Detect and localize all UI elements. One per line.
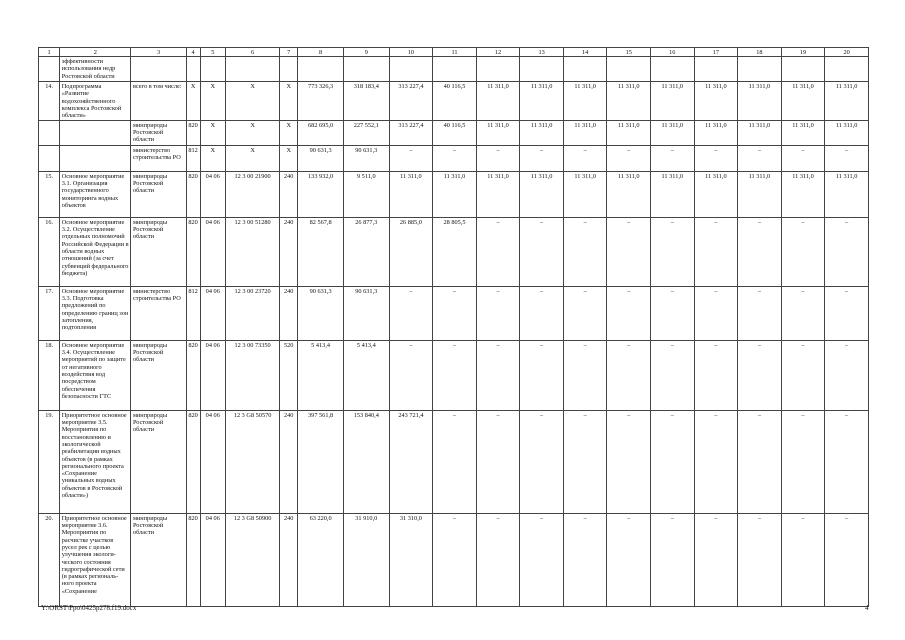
- table-cell: минприроды Ростовской области: [131, 341, 186, 411]
- table-cell: –: [520, 411, 564, 514]
- table-cell: –: [563, 146, 607, 172]
- table-cell: –: [563, 411, 607, 514]
- table-cell: 11 311,0: [607, 82, 651, 121]
- table-cell: [520, 57, 564, 82]
- table-cell: –: [651, 341, 695, 411]
- table-row: [39, 172, 869, 218]
- table-header-row: [39, 48, 869, 57]
- table-cell: [694, 57, 738, 82]
- table-cell: 11 311,0: [520, 121, 564, 146]
- table-cell: минприроды Ростовской области: [131, 172, 186, 218]
- table-cell: 820: [186, 172, 200, 218]
- table-cell: 12 3 00 23720: [226, 287, 280, 341]
- table-cell: –: [651, 218, 695, 287]
- table-cell: –: [476, 411, 520, 514]
- budget-table: [38, 47, 869, 607]
- table-cell: –: [433, 341, 477, 411]
- table-row: [39, 411, 869, 514]
- table-cell: [131, 57, 186, 82]
- table-cell: минприроды Ростовской области: [131, 218, 186, 287]
- table-cell: 11 311,0: [433, 172, 477, 218]
- table-cell: –: [651, 411, 695, 514]
- table-cell: Основное мероприятие 3.1. Организация государственного мониторинга водных объектов: [60, 172, 131, 218]
- column-number-header: 6: [226, 48, 280, 57]
- column-number-header: 16: [651, 48, 695, 57]
- table-cell: 682 695,0: [298, 121, 344, 146]
- column-number-header: 4: [186, 48, 200, 57]
- table-cell: 90 631,3: [298, 287, 344, 341]
- table-cell: Х: [280, 146, 298, 172]
- table-cell: –: [694, 146, 738, 172]
- table-cell: –: [476, 146, 520, 172]
- table-cell: 11 311,0: [520, 82, 564, 121]
- column-number-header: 3: [131, 48, 186, 57]
- table-cell: 812: [186, 146, 200, 172]
- table-cell: –: [607, 146, 651, 172]
- table-cell: 20.: [39, 514, 60, 607]
- table-cell: 227 552,1: [343, 121, 389, 146]
- table-cell: Х: [186, 82, 200, 121]
- table-cell: 11 311,0: [651, 82, 695, 121]
- table-cell: 11 311,0: [651, 121, 695, 146]
- document-path-footer: Y:\ORST\Ppo\0425p278.f19.docx: [41, 604, 137, 612]
- table-cell: 90 631,3: [343, 287, 389, 341]
- table-cell: 12 3 00 51280: [226, 218, 280, 287]
- table-cell: –: [694, 218, 738, 287]
- table-cell: Х: [226, 146, 280, 172]
- table-cell: 773 326,3: [298, 82, 344, 121]
- table-cell: [39, 57, 60, 82]
- table-cell: 26 885,0: [389, 218, 433, 287]
- table-cell: 397 561,8: [298, 411, 344, 514]
- budget-table-document: [38, 47, 869, 607]
- table-row: [39, 82, 869, 121]
- table-cell: –: [563, 218, 607, 287]
- table-cell: –: [389, 146, 433, 172]
- column-number-header: 13: [520, 48, 564, 57]
- table-cell: –: [520, 146, 564, 172]
- table-cell: –: [694, 287, 738, 341]
- table-cell: Основное мероприятие 3.3. Подготовка предложений по определению границ зон затопления, подтопления: [60, 287, 131, 341]
- table-cell: 240: [280, 411, 298, 514]
- table-cell: –: [607, 218, 651, 287]
- table-cell: 11 311,0: [738, 172, 782, 218]
- table-cell: 40 116,5: [433, 121, 477, 146]
- table-cell: [433, 57, 477, 82]
- table-cell: [651, 57, 695, 82]
- table-cell: [476, 57, 520, 82]
- table-cell: –: [433, 514, 477, 607]
- table-cell: 11 311,0: [825, 82, 869, 121]
- table-cell: –: [781, 514, 825, 607]
- table-cell: 11 311,0: [825, 172, 869, 218]
- table-cell: –: [781, 287, 825, 341]
- table-cell: –: [781, 341, 825, 411]
- column-number-header: 19: [781, 48, 825, 57]
- table-cell: –: [607, 411, 651, 514]
- table-cell: 12 3 G8 50570: [226, 411, 280, 514]
- table-cell: –: [738, 218, 782, 287]
- table-cell: [200, 57, 226, 82]
- table-cell: –: [825, 411, 869, 514]
- table-cell: –: [389, 287, 433, 341]
- table-cell: –: [738, 411, 782, 514]
- table-cell: –: [520, 341, 564, 411]
- table-cell: –: [607, 514, 651, 607]
- table-cell: 240: [280, 287, 298, 341]
- table-row: [39, 341, 869, 411]
- table-cell: –: [520, 514, 564, 607]
- table-cell: Х: [200, 146, 226, 172]
- column-number-header: 7: [280, 48, 298, 57]
- table-cell: –: [563, 514, 607, 607]
- table-cell: 240: [280, 218, 298, 287]
- table-cell: –: [825, 287, 869, 341]
- table-row: [39, 287, 869, 341]
- column-number-header: 17: [694, 48, 738, 57]
- table-cell: –: [694, 514, 738, 607]
- table-cell: –: [825, 514, 869, 607]
- table-cell: 11 311,0: [476, 121, 520, 146]
- table-cell: [825, 57, 869, 82]
- table-cell: 5 413,4: [298, 341, 344, 411]
- table-cell: 12 3 00 21900: [226, 172, 280, 218]
- table-cell: 40 116,5: [433, 82, 477, 121]
- table-cell: 820: [186, 514, 200, 607]
- table-cell: 04 06: [200, 287, 226, 341]
- table-cell: 11 311,0: [694, 82, 738, 121]
- table-cell: 04 06: [200, 411, 226, 514]
- table-cell: –: [563, 341, 607, 411]
- table-cell: –: [433, 146, 477, 172]
- table-cell: –: [433, 287, 477, 341]
- table-row: [39, 121, 869, 146]
- table-cell: [280, 57, 298, 82]
- table-cell: –: [825, 341, 869, 411]
- table-cell: 11 311,0: [694, 121, 738, 146]
- table-cell: –: [476, 218, 520, 287]
- table-cell: 520: [280, 341, 298, 411]
- table-cell: 63 220,0: [298, 514, 344, 607]
- table-row: [39, 218, 869, 287]
- table-cell: –: [476, 287, 520, 341]
- table-cell: Основное мероприятие 3.4. Осуществление мероприятий по защите от негативного воздействия вод посредством обеспечения безопасности ГТС: [60, 341, 131, 411]
- table-cell: 313 227,4: [389, 82, 433, 121]
- table-cell: 11 311,0: [389, 172, 433, 218]
- column-number-header: 11: [433, 48, 477, 57]
- table-cell: 11 311,0: [563, 121, 607, 146]
- table-cell: [607, 57, 651, 82]
- table-cell: –: [389, 341, 433, 411]
- table-cell: эффективности использования недр Ростовской области: [60, 57, 131, 82]
- table-cell: [60, 121, 131, 146]
- table-cell: 12 3 G8 50900: [226, 514, 280, 607]
- table-cell: –: [694, 411, 738, 514]
- table-cell: Х: [200, 82, 226, 121]
- table-cell: 14.: [39, 82, 60, 121]
- column-number-header: 20: [825, 48, 869, 57]
- table-cell: [60, 146, 131, 172]
- table-cell: [298, 57, 344, 82]
- table-cell: 11 311,0: [651, 172, 695, 218]
- table-cell: 11 311,0: [607, 121, 651, 146]
- table-cell: –: [607, 341, 651, 411]
- table-cell: Х: [226, 82, 280, 121]
- column-number-header: 8: [298, 48, 344, 57]
- table-cell: 11 311,0: [781, 172, 825, 218]
- table-cell: Подпрограмма «Развитие водохозяйственного комплекса Ростовской области»: [60, 82, 131, 121]
- table-cell: 11 311,0: [476, 82, 520, 121]
- table-cell: –: [476, 341, 520, 411]
- table-cell: 90 631,3: [298, 146, 344, 172]
- table-cell: 11 311,0: [563, 82, 607, 121]
- table-cell: 11 311,0: [825, 121, 869, 146]
- table-cell: [343, 57, 389, 82]
- table-cell: –: [694, 341, 738, 411]
- table-cell: –: [433, 411, 477, 514]
- table-cell: –: [520, 287, 564, 341]
- table-cell: 133 932,0: [298, 172, 344, 218]
- table-cell: Основное мероприятие 3.2. Осуществление отдельных полномочий Российской Федерации в области водных отношений (за счет субвенций федерального бюджета): [60, 218, 131, 287]
- column-number-header: 5: [200, 48, 226, 57]
- column-number-header: 10: [389, 48, 433, 57]
- table-row: [39, 57, 869, 82]
- table-cell: 313 227,4: [389, 121, 433, 146]
- table-cell: [186, 57, 200, 82]
- table-cell: 820: [186, 411, 200, 514]
- table-cell: –: [781, 218, 825, 287]
- table-cell: министерство строительства РО: [131, 146, 186, 172]
- table-cell: 11 311,0: [476, 172, 520, 218]
- table-cell: Х: [226, 121, 280, 146]
- table-cell: –: [825, 218, 869, 287]
- table-cell: Приоритетное основное мероприятие 3.5. Мероприятия по восстановлению и экологической реабилитации водных объектов (в рамках регионального проекта «Сохранение уникальных водных объектов в Ростовской области»): [60, 411, 131, 514]
- table-cell: 11 311,0: [607, 172, 651, 218]
- table-cell: –: [738, 146, 782, 172]
- table-cell: 15.: [39, 172, 60, 218]
- table-cell: 5 413,4: [343, 341, 389, 411]
- table-cell: –: [781, 146, 825, 172]
- table-cell: 90 631,3: [343, 146, 389, 172]
- table-cell: 240: [280, 514, 298, 607]
- table-cell: –: [520, 218, 564, 287]
- table-cell: минприроды Ростовской области: [131, 514, 186, 607]
- table-cell: 31 910,0: [343, 514, 389, 607]
- column-number-header: 1: [39, 48, 60, 57]
- table-cell: 04 06: [200, 514, 226, 607]
- table-cell: 820: [186, 121, 200, 146]
- table-cell: –: [738, 287, 782, 341]
- table-cell: 11 311,0: [563, 172, 607, 218]
- table-cell: [563, 57, 607, 82]
- column-number-header: 12: [476, 48, 520, 57]
- table-cell: 11 311,0: [738, 121, 782, 146]
- table-row: [39, 514, 869, 607]
- table-cell: 820: [186, 218, 200, 287]
- table-cell: 11 311,0: [520, 172, 564, 218]
- table-cell: –: [651, 146, 695, 172]
- table-cell: 243 721,4: [389, 411, 433, 514]
- table-cell: 153 840,4: [343, 411, 389, 514]
- table-cell: 16.: [39, 218, 60, 287]
- column-number-header: 15: [607, 48, 651, 57]
- table-cell: 04 06: [200, 172, 226, 218]
- column-number-header: 18: [738, 48, 782, 57]
- table-cell: 19.: [39, 411, 60, 514]
- table-cell: Приоритетное основное мероприятие 3.6. Мероприятия по расчистке участков русел рек с целью улучшения экологи-ческого состояния гидрографической сети (в рамках региональ-ного проекта «Сохранение: [60, 514, 131, 607]
- table-cell: 812: [186, 287, 200, 341]
- table-cell: –: [825, 146, 869, 172]
- table-cell: [389, 57, 433, 82]
- table-cell: 11 311,0: [694, 172, 738, 218]
- table-row: [39, 146, 869, 172]
- table-cell: Х: [200, 121, 226, 146]
- table-cell: 31 310,0: [389, 514, 433, 607]
- table-cell: –: [781, 411, 825, 514]
- table-cell: [226, 57, 280, 82]
- table-cell: [781, 57, 825, 82]
- table-cell: –: [738, 341, 782, 411]
- table-cell: –: [476, 514, 520, 607]
- table-cell: 17.: [39, 287, 60, 341]
- table-cell: минприроды Ростовской области: [131, 121, 186, 146]
- table-cell: 04 06: [200, 218, 226, 287]
- table-cell: [39, 146, 60, 172]
- table-cell: 11 311,0: [781, 121, 825, 146]
- table-cell: 26 877,3: [343, 218, 389, 287]
- table-cell: Х: [280, 82, 298, 121]
- column-number-header: 9: [343, 48, 389, 57]
- page-number: 4: [865, 604, 869, 612]
- table-cell: –: [607, 287, 651, 341]
- column-number-header: 2: [60, 48, 131, 57]
- table-cell: минприроды Ростовской области: [131, 411, 186, 514]
- table-cell: 11 311,0: [738, 82, 782, 121]
- table-cell: 04 06: [200, 341, 226, 411]
- table-cell: 18.: [39, 341, 60, 411]
- table-cell: –: [738, 514, 782, 607]
- column-number-header: 14: [563, 48, 607, 57]
- table-cell: 240: [280, 172, 298, 218]
- table-cell: 820: [186, 341, 200, 411]
- table-cell: всего в том числе:: [131, 82, 186, 121]
- table-cell: [738, 57, 782, 82]
- table-cell: министерство строительства РО: [131, 287, 186, 341]
- table-cell: 82 567,8: [298, 218, 344, 287]
- table-cell: 9 511,0: [343, 172, 389, 218]
- table-cell: –: [651, 514, 695, 607]
- table-cell: 28 805,5: [433, 218, 477, 287]
- table-cell: –: [563, 287, 607, 341]
- table-cell: –: [651, 287, 695, 341]
- table-cell: 318 183,4: [343, 82, 389, 121]
- table-cell: 11 311,0: [781, 82, 825, 121]
- table-cell: [39, 121, 60, 146]
- table-cell: Х: [280, 121, 298, 146]
- table-cell: 12 3 00 73350: [226, 341, 280, 411]
